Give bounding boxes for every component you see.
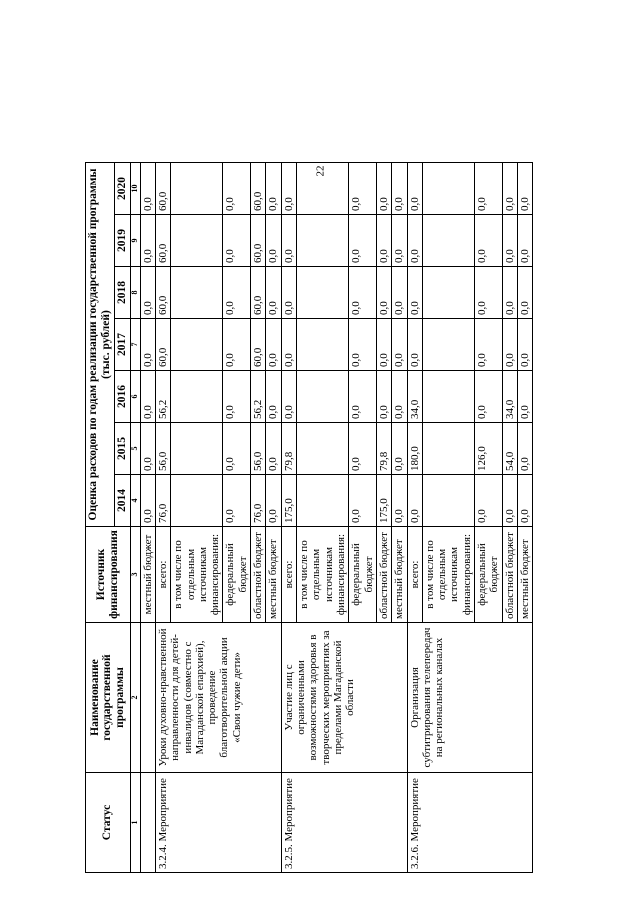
- value-cell: 0,0: [475, 371, 503, 423]
- value-cell: 0,0: [281, 163, 296, 215]
- value-cell: [171, 215, 223, 267]
- value-cell: 0,0: [518, 423, 533, 475]
- value-cell: 0,0: [475, 475, 503, 527]
- value-cell: 0,0: [392, 319, 407, 371]
- column-number: 6: [130, 371, 140, 423]
- value-cell: 0,0: [349, 475, 377, 527]
- value-cell: 54,0: [502, 423, 517, 475]
- status-cell: 3.2.5. Мероприятие: [281, 773, 407, 873]
- value-cell: 56,2: [251, 371, 266, 423]
- status-cell: 3.2.4. Мероприятие: [155, 773, 281, 873]
- value-cell: 0,0: [502, 319, 517, 371]
- year-header: 2017: [114, 319, 130, 371]
- table-row: [140, 163, 155, 873]
- value-cell: 0,0: [475, 319, 503, 371]
- value-cell: 56,2: [155, 371, 170, 423]
- value-cell: 0,0: [223, 423, 251, 475]
- value-cell: 0,0: [266, 475, 281, 527]
- value-cell: 0,0: [407, 215, 422, 267]
- value-cell: 180,0: [407, 423, 422, 475]
- value-cell: 0,0: [281, 267, 296, 319]
- column-number: 10: [130, 163, 140, 215]
- value-cell: [422, 423, 474, 475]
- value-cell: 0,0: [392, 371, 407, 423]
- value-cell: 0,0: [475, 267, 503, 319]
- value-cell: [171, 163, 223, 215]
- program-name-cell: Участие лиц с ограниченными возможностями здоровья в творческих мероприятиях за пределами Магаданской области: [281, 623, 407, 773]
- value-cell: 0,0: [140, 371, 155, 423]
- source-cell: всего:: [155, 527, 170, 623]
- value-cell: 175,0: [376, 475, 391, 527]
- value-cell: 0,0: [140, 475, 155, 527]
- value-cell: [297, 423, 349, 475]
- source-cell: местный бюджет: [140, 527, 155, 623]
- value-cell: 0,0: [376, 371, 391, 423]
- header-program: Наименование государственной программы: [86, 623, 131, 773]
- value-cell: 0,0: [281, 319, 296, 371]
- value-cell: 0,0: [502, 163, 517, 215]
- value-cell: [422, 371, 474, 423]
- value-cell: 175,0: [281, 475, 296, 527]
- value-cell: 0,0: [223, 267, 251, 319]
- value-cell: 0,0: [266, 215, 281, 267]
- header-source: Источник финансирования: [86, 527, 131, 623]
- value-cell: 0,0: [140, 319, 155, 371]
- year-header: 2015: [114, 423, 130, 475]
- page-number: 22: [314, 165, 326, 177]
- value-cell: 0,0: [407, 163, 422, 215]
- year-header: 2014: [114, 475, 130, 527]
- value-cell: 0,0: [407, 267, 422, 319]
- source-cell: местный бюджет: [518, 527, 533, 623]
- value-cell: 60,0: [155, 319, 170, 371]
- value-cell: 76,0: [155, 475, 170, 527]
- value-cell: [422, 267, 474, 319]
- value-cell: 0,0: [475, 215, 503, 267]
- value-cell: 0,0: [349, 163, 377, 215]
- value-cell: 76,0: [251, 475, 266, 527]
- value-cell: 0,0: [376, 215, 391, 267]
- value-cell: 60,0: [155, 215, 170, 267]
- value-cell: 0,0: [349, 267, 377, 319]
- value-cell: 0,0: [266, 163, 281, 215]
- year-header: 2019: [114, 215, 130, 267]
- value-cell: 60,0: [155, 267, 170, 319]
- expenditure-table: [85, 162, 533, 873]
- value-cell: 0,0: [475, 163, 503, 215]
- value-cell: 56,0: [155, 423, 170, 475]
- year-header: 2020: [114, 163, 130, 215]
- value-cell: 0,0: [266, 267, 281, 319]
- source-cell: в том числе по отдельным источникам финансирования:: [171, 527, 223, 623]
- value-cell: [171, 267, 223, 319]
- value-cell: [297, 267, 349, 319]
- value-cell: 34,0: [407, 371, 422, 423]
- value-cell: 0,0: [223, 163, 251, 215]
- value-cell: 0,0: [223, 475, 251, 527]
- value-cell: 0,0: [518, 267, 533, 319]
- header-estimate: Оценка расходов по годам реализации государственной программы (тыс. рублей): [86, 163, 115, 527]
- value-cell: 0,0: [518, 215, 533, 267]
- value-cell: [171, 371, 223, 423]
- value-cell: 0,0: [281, 371, 296, 423]
- value-cell: 0,0: [407, 319, 422, 371]
- value-cell: 0,0: [392, 163, 407, 215]
- program-name-cell: [140, 623, 155, 773]
- value-cell: [422, 319, 474, 371]
- column-number: 4: [130, 475, 140, 527]
- value-cell: 60,0: [251, 163, 266, 215]
- table-row: [407, 163, 422, 873]
- value-cell: 0,0: [376, 319, 391, 371]
- value-cell: 56,0: [251, 423, 266, 475]
- value-cell: 34,0: [502, 371, 517, 423]
- column-number: 2: [130, 623, 140, 773]
- column-number: 3: [130, 527, 140, 623]
- value-cell: 0,0: [223, 319, 251, 371]
- value-cell: 60,0: [155, 163, 170, 215]
- column-number: 9: [130, 215, 140, 267]
- value-cell: 0,0: [376, 267, 391, 319]
- value-cell: [297, 319, 349, 371]
- value-cell: 0,0: [518, 163, 533, 215]
- value-cell: 60,0: [251, 267, 266, 319]
- value-cell: 126,0: [475, 423, 503, 475]
- value-cell: 0,0: [223, 215, 251, 267]
- value-cell: 79,8: [376, 423, 391, 475]
- value-cell: 0,0: [281, 215, 296, 267]
- value-cell: [422, 475, 474, 527]
- source-cell: всего:: [407, 527, 422, 623]
- value-cell: [422, 163, 474, 215]
- year-header: 2018: [114, 267, 130, 319]
- value-cell: [297, 371, 349, 423]
- value-cell: 0,0: [502, 215, 517, 267]
- value-cell: 0,0: [349, 423, 377, 475]
- status-cell: [140, 773, 155, 873]
- status-cell: 3.2.6. Мероприятие: [407, 773, 533, 873]
- column-number: 8: [130, 267, 140, 319]
- rotated-page: [85, 163, 555, 873]
- value-cell: [297, 475, 349, 527]
- program-name-cell: Организация субтитрирования телепередач на региональных каналах: [407, 623, 533, 773]
- source-cell: в том числе по отдельным источникам финансирования:: [297, 527, 349, 623]
- source-cell: всего:: [281, 527, 296, 623]
- table-row: [155, 163, 170, 873]
- value-cell: 0,0: [502, 267, 517, 319]
- value-cell: 0,0: [140, 215, 155, 267]
- value-cell: [422, 215, 474, 267]
- table-row: [281, 163, 296, 873]
- value-cell: [297, 163, 349, 215]
- value-cell: 0,0: [392, 215, 407, 267]
- value-cell: 0,0: [376, 163, 391, 215]
- value-cell: 0,0: [518, 475, 533, 527]
- value-cell: [171, 319, 223, 371]
- source-cell: областной бюджет: [502, 527, 517, 623]
- source-cell: федеральный бюджет: [349, 527, 377, 623]
- source-cell: областной бюджет: [251, 527, 266, 623]
- header-status: Статус: [86, 773, 131, 873]
- column-number: 7: [130, 319, 140, 371]
- source-cell: в том числе по отдельным источникам финансирования:: [422, 527, 474, 623]
- value-cell: 0,0: [392, 267, 407, 319]
- value-cell: 60,0: [251, 319, 266, 371]
- value-cell: 0,0: [266, 319, 281, 371]
- value-cell: 0,0: [518, 371, 533, 423]
- program-name-cell: Уроки духовно-нравственной направленности для детей-инвалидов (совместно с Магаданской епархией), проведение благотворительной акции «Свои чужие дети»: [155, 623, 281, 773]
- source-cell: местный бюджет: [392, 527, 407, 623]
- value-cell: [171, 475, 223, 527]
- column-number: 1: [130, 773, 140, 873]
- source-cell: местный бюджет: [266, 527, 281, 623]
- value-cell: 0,0: [518, 319, 533, 371]
- value-cell: [171, 423, 223, 475]
- value-cell: 0,0: [266, 423, 281, 475]
- value-cell: 0,0: [349, 215, 377, 267]
- year-header: 2016: [114, 371, 130, 423]
- value-cell: 0,0: [266, 371, 281, 423]
- source-cell: федеральный бюджет: [475, 527, 503, 623]
- column-number: 5: [130, 423, 140, 475]
- value-cell: 0,0: [140, 423, 155, 475]
- value-cell: [297, 215, 349, 267]
- value-cell: 79,8: [281, 423, 296, 475]
- value-cell: 0,0: [140, 267, 155, 319]
- value-cell: 0,0: [407, 475, 422, 527]
- value-cell: 0,0: [392, 423, 407, 475]
- value-cell: 0,0: [349, 371, 377, 423]
- value-cell: 0,0: [502, 475, 517, 527]
- value-cell: 0,0: [392, 475, 407, 527]
- value-cell: 0,0: [349, 319, 377, 371]
- source-cell: областной бюджет: [376, 527, 391, 623]
- source-cell: федеральный бюджет: [223, 527, 251, 623]
- value-cell: 0,0: [140, 163, 155, 215]
- value-cell: 0,0: [223, 371, 251, 423]
- value-cell: 60,0: [251, 215, 266, 267]
